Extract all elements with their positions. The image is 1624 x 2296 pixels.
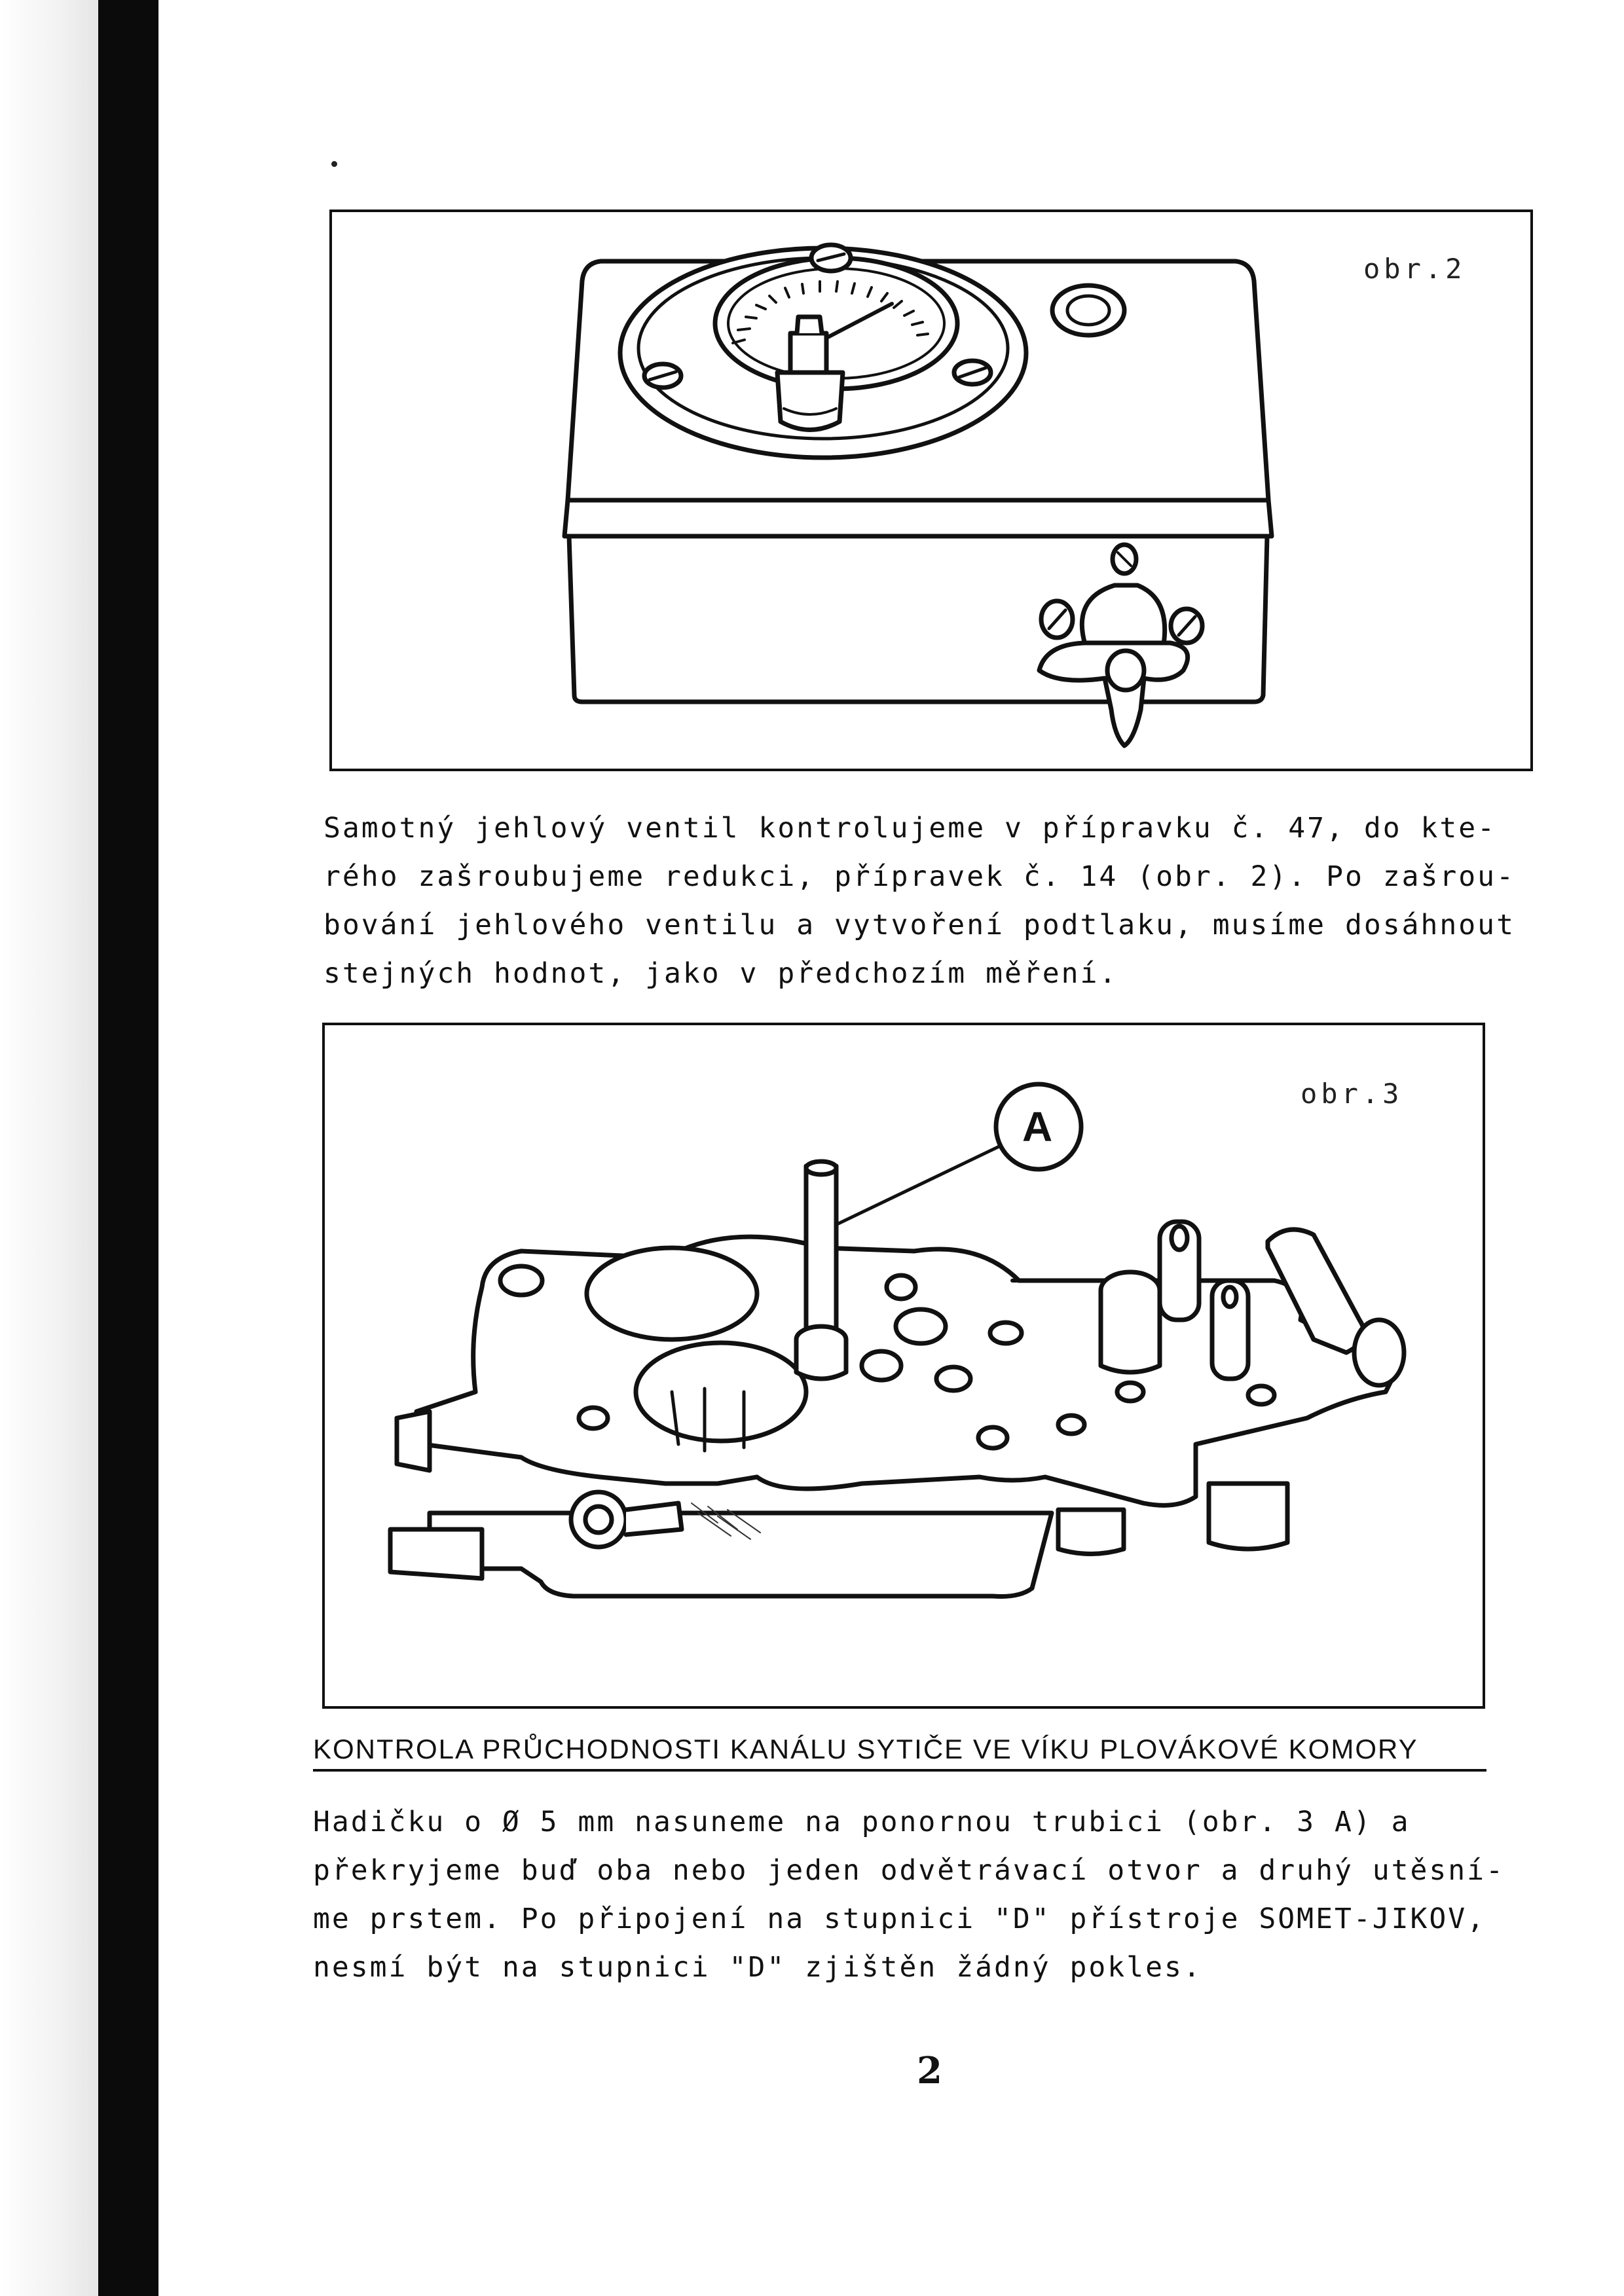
section-heading: KONTROLA PRŮCHODNOSTI KANÁLU SYTIČE VE VÍKU PLOVÁKOVÉ KOMORY xyxy=(313,1734,1486,1772)
text-line: překryjeme buď oba nebo jeden odvětrávací otvor a druhý utěsní- xyxy=(313,1854,1505,1887)
scan-binding-bar xyxy=(98,0,158,2296)
text-line: rého zašroubujeme redukci, přípravek č. 14 (obr. 2). Po zašrou- xyxy=(323,860,1515,893)
text-line: bování jehlového ventilu a vytvoření podtlaku, musíme dosáhnout xyxy=(323,909,1515,941)
figure-3 xyxy=(322,1023,1485,1709)
text-line: Hadičku o Ø 5 mm nasuneme na ponornou trubici (obr. 3 A) a xyxy=(313,1806,1411,1838)
page-number: 2 xyxy=(917,2049,942,2092)
figure-3-label: obr.3 xyxy=(1301,1078,1403,1110)
vacuum-gauge-fixture-illustration xyxy=(332,212,1530,769)
scan-speck xyxy=(331,161,337,167)
scan-margin-shade xyxy=(0,0,98,2296)
callout-a-label: A xyxy=(1022,1103,1053,1150)
text-line: Samotný jehlový ventil kontrolujeme v přípravku č. 47, do kte- xyxy=(323,812,1497,845)
figure-2 xyxy=(329,210,1533,771)
paragraph-needle-valve xyxy=(323,804,1515,998)
paragraph-choke-channel xyxy=(313,1798,1505,1992)
text-line: me prstem. Po připojení na stupnici "D" přístroje SOMET-JIKOV, xyxy=(313,1903,1486,1935)
figure-2-label: obr.2 xyxy=(1363,253,1466,285)
carburetor-lid-illustration xyxy=(325,1025,1483,1706)
text-line: stejných hodnot, jako v předchozím měření. xyxy=(323,957,1118,990)
text-line: nesmí být na stupnici "D" zjištěn žádný pokles. xyxy=(313,1951,1202,1984)
